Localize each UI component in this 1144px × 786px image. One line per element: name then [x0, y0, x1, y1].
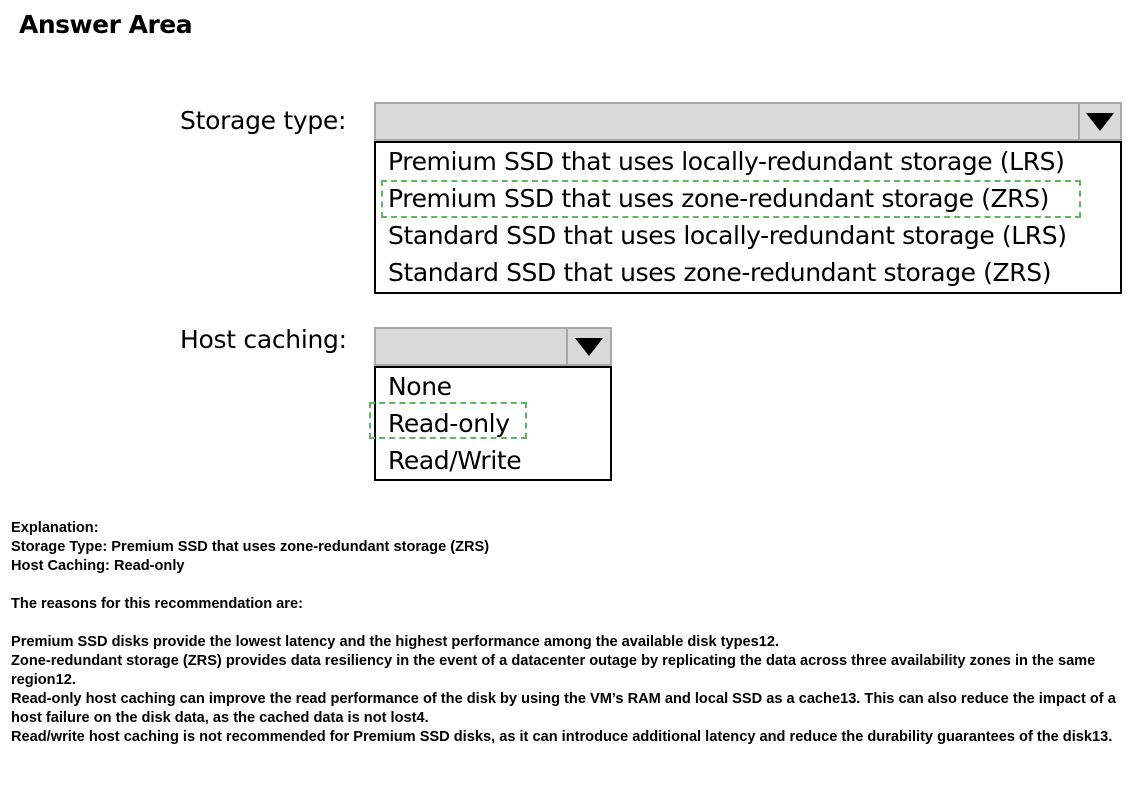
page-title: Answer Area — [19, 10, 193, 39]
triangle-down-icon — [1086, 113, 1114, 131]
caching-option-read-write[interactable]: Read/Write — [388, 446, 522, 475]
explanation-heading: Explanation: — [11, 520, 99, 536]
host-caching-options — [374, 366, 612, 481]
storage-type-dropdown[interactable] — [374, 102, 1122, 141]
storage-option-standard-zrs[interactable]: Standard SSD that uses zone-redundant storage (ZRS) — [388, 258, 1052, 287]
caching-option-none[interactable]: None — [388, 372, 452, 401]
explanation-reason: Premium SSD disks provide the lowest latency and the highest performance among the available disk types12. — [11, 634, 780, 650]
explanation-block — [11, 519, 1135, 747]
host-caching-label: Host caching: — [180, 325, 347, 354]
explanation-reason: Zone-redundant storage (ZRS) provides data resiliency in the event of a datacenter outage by replicating the data across three availability zones in the same region12. — [11, 653, 1096, 688]
storage-type-options — [374, 141, 1122, 294]
storage-type-label: Storage type: — [180, 106, 347, 135]
explanation-caching-line: Host Caching: Read-only — [11, 558, 185, 574]
host-caching-dropdown-toggle[interactable] — [566, 329, 610, 364]
explanation-reason: Read-only host caching can improve the read performance of the disk by using the VM’s RAM and local SSD as a cache13. This can also reduce the impact of a host failure on the disk data, as the cached data is not lost4. — [11, 691, 1116, 726]
explanation-reason: Read/write host caching is not recommended for Premium SSD disks, as it can introduce additional latency and reduce the durability guarantees of the disk13. — [11, 729, 1113, 745]
storage-option-standard-lrs[interactable]: Standard SSD that uses locally-redundant storage (LRS) — [388, 221, 1067, 250]
storage-option-premium-lrs[interactable]: Premium SSD that uses locally-redundant storage (LRS) — [388, 147, 1065, 176]
triangle-down-icon — [575, 338, 603, 356]
caching-option-read-only[interactable]: Read-only — [388, 409, 510, 438]
storage-option-premium-zrs[interactable]: Premium SSD that uses zone-redundant storage (ZRS) — [388, 184, 1049, 213]
explanation-reasons-intro: The reasons for this recommendation are: — [11, 596, 303, 612]
explanation-storage-line: Storage Type: Premium SSD that uses zone-redundant storage (ZRS) — [11, 539, 490, 555]
host-caching-dropdown[interactable] — [374, 327, 612, 366]
storage-type-dropdown-toggle[interactable] — [1078, 104, 1120, 139]
